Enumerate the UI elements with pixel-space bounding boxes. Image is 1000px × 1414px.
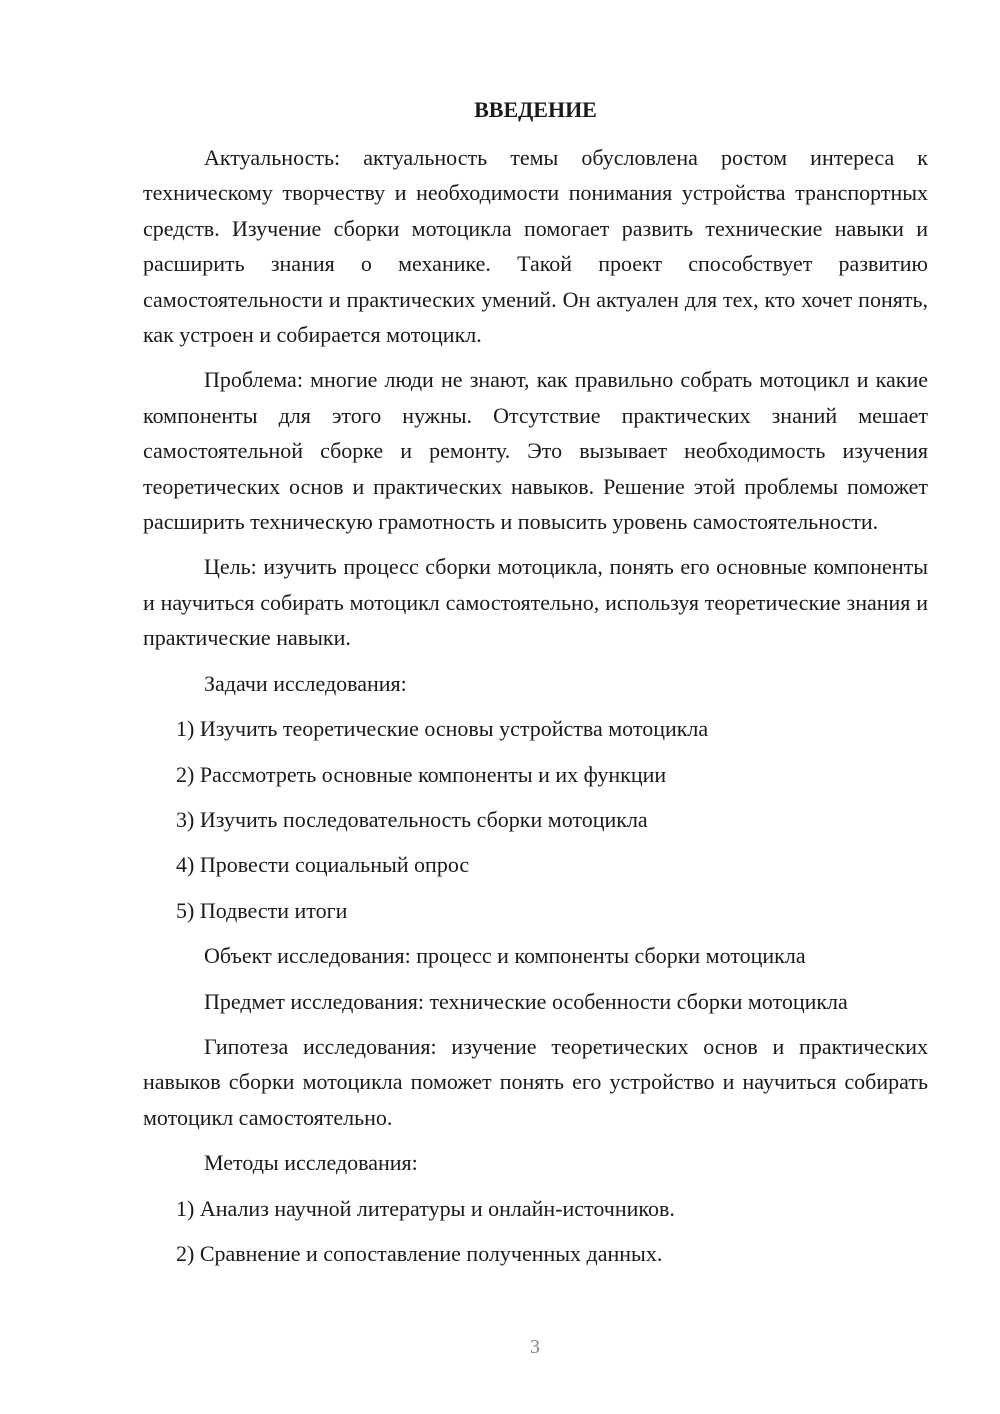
tasks-list — [143, 711, 928, 928]
research-subject: Предмет исследования: технические особенности сборки мотоцикла — [204, 988, 848, 1014]
list-item: 3) Изучить последовательность сборки мотоцикла — [176, 806, 648, 832]
page-number: 3 — [530, 1336, 540, 1358]
problem-paragraph: Проблема: многие люди не знают, как правильно собрать мотоцикл и какие компоненты для этого нужны. Отсутствие практических знаний мешает самостоятельной сборке и ремонту. Это вызывает необходимость изучения теоретических основ и практических навыков. Решение этой проблемы поможет расширить техническую грамотность и повысить уровень самостоятельности. — [143, 367, 928, 535]
list-item: 1) Изучить теоретические основы устройства мотоцикла — [176, 716, 709, 742]
document-page — [143, 92, 928, 1271]
research-object: Объект исследования: процесс и компоненты сборки мотоцикла — [204, 943, 806, 969]
methods-heading: Методы исследования: — [204, 1150, 418, 1176]
list-item: 4) Провести социальный опрос — [176, 852, 470, 878]
list-item: 5) Подвести итоги — [176, 897, 348, 923]
list-item: 2) Рассмотреть основные компоненты и их функции — [176, 761, 667, 787]
methods-list — [143, 1191, 928, 1272]
tasks-heading: Задачи исследования: — [204, 670, 407, 696]
list-item: 2) Сравнение и сопоставление полученных данных. — [176, 1240, 663, 1266]
relevance-paragraph: Актуальность: актуальность темы обусловлена ростом интереса к техническому творчеству и необходимости понимания устройства транспортных средств. Изучение сборки мотоцикла помогает развить технические навыки и расширить знания о механике. Такой проект способствует развитию самостоятельности и практических умений. Он актуален для тех, кто хочет понять, как устроен и собирается мотоцикл. — [143, 145, 928, 348]
page-title: ВВЕДЕНИЕ — [474, 97, 597, 122]
goal-paragraph: Цель: изучить процесс сборки мотоцикла, понять его основные компоненты и научиться собирать мотоцикл самостоятельно, используя теоретические знания и практические навыки. — [143, 554, 928, 651]
list-item: 1) Анализ научной литературы и онлайн-источников. — [176, 1195, 675, 1221]
hypothesis-paragraph: Гипотеза исследования: изучение теоретических основ и практических навыков сборки мотоцикла поможет понять его устройство и научиться собирать мотоцикл самостоятельно. — [143, 1033, 928, 1130]
